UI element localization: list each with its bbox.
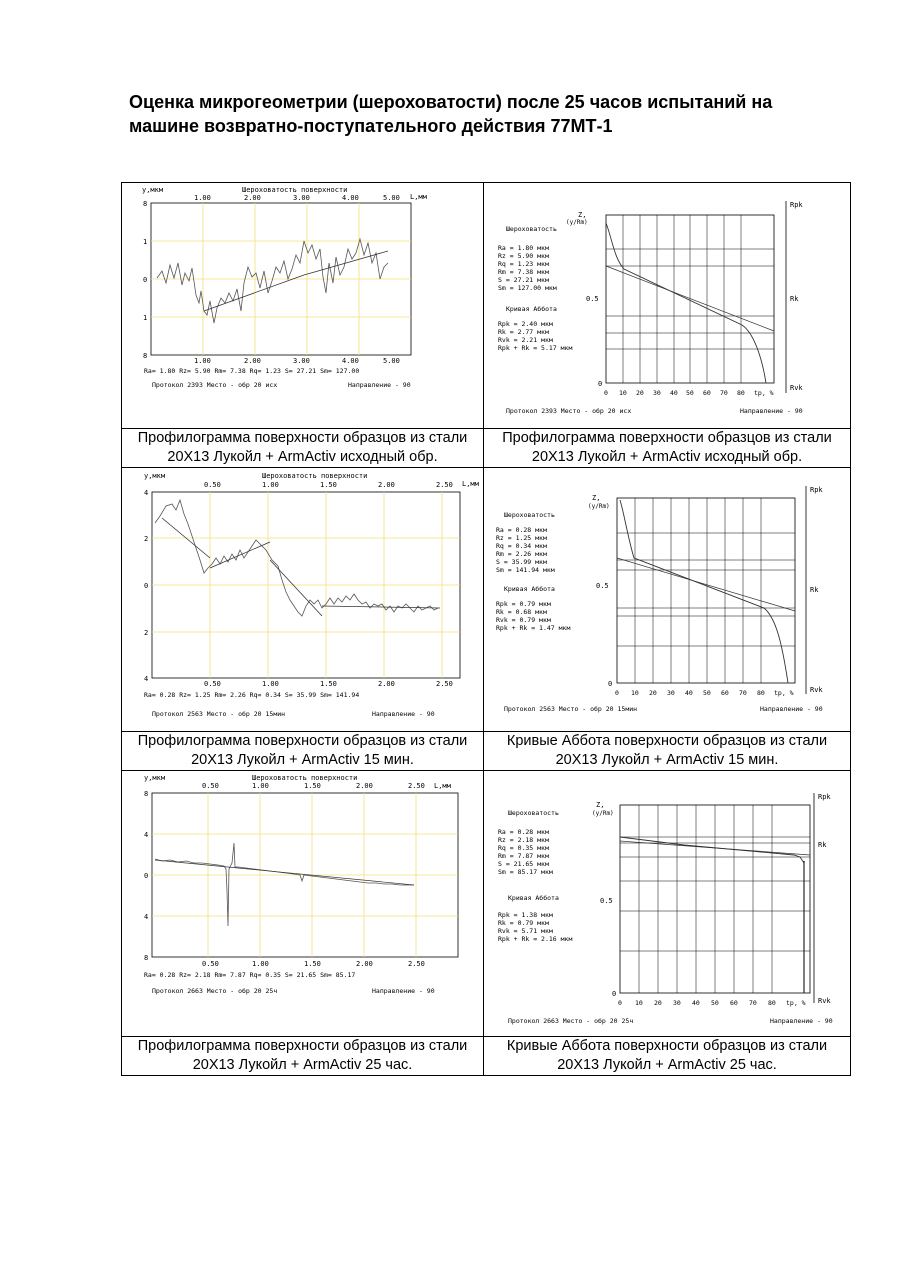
direction: Направление - 90 [372,710,435,718]
caption-line: Профилограмма поверхности образцов из стали [137,1038,468,1054]
tick: 30 [667,689,675,697]
param: Rm = 7.87 мкм [498,852,549,860]
param: Rvk = 0.79 мкм [496,616,551,624]
tick: 2.00 [244,357,261,365]
tick: 2.00 [244,194,261,202]
rpk-label: Rpk [810,486,823,494]
section-roughness: Шероховатость [506,225,557,233]
tick: 2.00 [356,782,373,790]
tick: 30 [653,389,661,397]
caption-line: Кривые Аббота поверхности образцов из стали [506,733,828,749]
param: Rpk + Rk = 1.47 мкм [496,624,571,632]
tick: 10 [619,389,627,397]
tick: 0.50 [204,680,221,688]
caption-line: 20Х13 Лукойл + ArmActiv 15 мин. [555,752,779,768]
results-table [121,182,851,1076]
tick: 1.50 [320,481,337,489]
abbott-curve [606,223,766,383]
zero-label: 0 [612,990,617,998]
param: Rz = 5.90 мкм [498,252,549,260]
y-unit: y,мкм [144,472,166,480]
tick: 0.50 [202,960,219,968]
tick: 20 [636,389,644,397]
param: Rpk = 1.38 мкм [498,911,553,919]
abbott-curve [620,837,804,993]
zero-label: 0 [598,380,603,388]
rpk-label: Rpk [818,793,831,801]
abbott-grid [620,805,810,993]
tick: 60 [721,689,729,697]
caption-line: 20Х13 Лукойл + ArmActiv исходный обр. [531,449,803,465]
param: Sm = 85.17 мкм [498,868,553,876]
profile-trace [155,843,414,926]
mean-line [322,606,440,608]
mid-label: 0.5 [586,295,599,303]
direction: Направление - 90 [740,407,803,415]
tick: 4 [144,489,149,497]
abbott-grid [606,215,774,383]
tick: 5.00 [383,357,400,365]
tick: 3.00 [293,194,310,202]
tick: 20 [654,999,662,1007]
tick: 2.00 [378,680,395,688]
mean-line [155,860,414,885]
profilogram-cell-3 [122,771,484,1037]
tick: 50 [703,689,711,697]
tick: 4.00 [342,194,359,202]
param: Rm = 2.26 мкм [496,550,547,558]
y-ticks [144,790,148,962]
tick: 1.00 [252,960,269,968]
tick: tp, % [774,689,794,697]
tick: 0 [144,582,149,590]
top-ticks [194,194,400,202]
y-ticks [144,489,148,683]
protocol: Протокол 2563 Место - обр 20 15мин [152,710,286,718]
profile-trace [157,239,388,323]
x-ticks [618,999,806,1007]
mid-label: 0.5 [600,897,613,905]
stats-line: Ra= 0.28 Rz= 2.18 Rm= 7.87 Rq= 0.35 S= 21.65 Sm= 85.17 [144,971,356,979]
rk-line [617,558,795,611]
z-unit: (y/Rm) [592,810,614,817]
tick: 4 [144,675,149,683]
caption-line: Профилограмма поверхности образцов из стали [137,430,468,446]
tick: 2 [144,535,149,543]
tick: 1.50 [320,680,337,688]
section-abbott: Кривая Аббота [508,894,559,902]
bottom-ticks [202,960,425,968]
tick: 1.50 [304,960,321,968]
zero-label: 0 [608,680,613,688]
tick: 5.00 [383,194,400,202]
profilogram-chart-3 [122,771,484,1031]
param: Rpk = 2.40 мкм [498,320,553,328]
tick: 40 [692,999,700,1007]
tick: 0 [615,689,619,697]
stats-line: Ra= 0.28 Rz= 1.25 Rm= 2.26 Rq= 0.34 S= 35.99 Sm= 141.94 [144,691,360,699]
tick: 8 [144,790,149,798]
profilogram-cell-2 [122,468,484,732]
tick: 40 [685,689,693,697]
abbott-params [498,320,572,352]
bottom-ticks [194,357,400,365]
param: Rq = 1.23 мкм [498,260,549,268]
tick: 10 [631,689,639,697]
caption-left-3 [122,1037,484,1076]
abbott-chart-1 [484,183,851,423]
title-line-1: Оценка микрогеометрии (шероховатости) после 25 часов испытаний на [129,92,773,112]
param: Rk = 0.68 мкм [496,608,547,616]
tick: 1.00 [252,782,269,790]
tick: 8 [144,954,149,962]
x-unit: L,мм [462,480,479,488]
abbott-cell-2 [484,468,851,732]
roughness-params [498,244,557,292]
direction: Направление - 90 [770,1017,833,1025]
tick: 0 [604,389,608,397]
abbott-curve [620,500,788,683]
roughness-params [496,526,555,574]
param: S = 35.99 мкм [496,558,547,566]
protocol: Протокол 2393 Место - обр 20 исх [152,381,278,389]
param: Sm = 141.94 мкм [496,566,555,574]
param: Rm = 7.38 мкм [498,268,549,276]
abbott-cell-3 [484,771,851,1037]
tick: 0.50 [204,481,221,489]
tick: 8 [143,352,148,360]
tick: 2.00 [378,481,395,489]
y-ticks [143,200,147,360]
profile-trace [155,500,438,616]
tick: 60 [730,999,738,1007]
param: Rvk = 5.71 мкм [498,927,553,935]
z-label: Z, [596,801,605,809]
caption-line: 20Х13 Лукойл + ArmActiv 15 мин. [191,752,414,768]
grid [151,203,411,355]
protocol: Протокол 2393 Место - обр 20 исх [506,407,632,415]
tick: 40 [670,389,678,397]
tick: 4.00 [342,357,359,365]
tick: 0 [144,872,149,880]
section-roughness: Шероховатость [504,511,555,519]
caption-left-1 [122,429,484,468]
caption-line: 20Х13 Лукойл + ArmActiv 25 час. [192,1057,413,1073]
grid [152,492,460,678]
param: Ra = 0.28 мкм [496,526,547,534]
tick: 1 [143,238,148,246]
tick: 3.00 [293,357,310,365]
rvk-label: Rvk [810,686,823,694]
tick: 4 [144,831,149,839]
mean-line [304,251,388,275]
x-ticks [604,389,774,397]
section-abbott: Кривая Аббота [504,585,555,593]
tick: 1.00 [194,194,211,202]
z-unit: (y/Rm) [588,503,610,510]
chart-title: Шероховатость поверхности [252,774,358,782]
caption-line: 20Х13 Лукойл + ArmActiv исходный обр. [167,449,438,465]
abbott-cell-1 [484,183,851,429]
tick: 8 [143,200,148,208]
caption-right-1 [484,429,851,468]
tick: 0.50 [202,782,219,790]
caption-line: 20Х13 Лукойл + ArmActiv 25 час. [557,1057,777,1073]
direction: Направление - 90 [348,381,411,389]
direction: Направление - 90 [760,705,823,713]
profilogram-chart-2 [122,468,484,726]
caption-line: Кривые Аббота поверхности образцов из стали [506,1038,828,1054]
x-unit: L,мм [410,193,427,201]
tick: tp, % [786,999,806,1007]
mean-line [210,542,270,568]
y-unit: y,мкм [142,186,164,194]
tick: 10 [635,999,643,1007]
profilogram-chart-1 [122,183,484,423]
tick: 80 [768,999,776,1007]
tick: 1.50 [304,782,321,790]
tick: 50 [711,999,719,1007]
title-line-2: машине возвратно-поступательного действия 77МТ-1 [129,116,613,136]
profilogram-cell-1 [122,183,484,429]
section-roughness: Шероховатость [508,809,559,817]
tick: 2 [144,629,149,637]
tick: 30 [673,999,681,1007]
param: S = 21.65 мкм [498,860,549,868]
param: Rq = 0.35 мкм [498,844,549,852]
caption-line: Профилограмма поверхности образцов из стали [137,733,468,749]
param: Rz = 2.18 мкм [498,836,549,844]
z-unit: (y/Rm) [566,219,588,226]
tick: tp, % [754,389,774,397]
param: Ra = 1.80 мкм [498,244,549,252]
tick: 2.50 [436,481,453,489]
tick: 60 [703,389,711,397]
chart-title: Шероховатость поверхности [242,186,348,194]
param: Sm = 127.00 мкм [498,284,557,292]
tick: 2.50 [408,960,425,968]
tick: 80 [737,389,745,397]
y-unit: y,мкм [144,774,166,782]
tick: 2.00 [356,960,373,968]
param: Rpk = 0.79 мкм [496,600,551,608]
tick: 1.00 [262,680,279,688]
top-ticks [202,782,425,790]
tick: 0 [143,276,148,284]
abbott-params [496,600,570,632]
param: Rz = 1.25 мкм [496,534,547,542]
rk-label: Rk [790,295,799,303]
tick: 4 [144,913,149,921]
caption-line: Профилограмма поверхности образцов из стали [502,430,832,446]
x-ticks [615,689,794,697]
rpk-label: Rpk [790,201,803,209]
tick: 70 [739,689,747,697]
abbott-params [498,911,572,943]
page-title [129,90,829,138]
tick: 70 [720,389,728,397]
param: Rk = 2.77 мкм [498,328,549,336]
rvk-label: Rvk [818,997,831,1005]
tick: 1.00 [194,357,211,365]
protocol: Протокол 2563 Место - обр 20 15мин [504,705,638,713]
chart-title: Шероховатость поверхности [262,472,368,480]
abbott-chart-3 [484,771,851,1031]
mean-line [270,560,322,616]
tick: 50 [686,389,694,397]
rvk-label: Rvk [790,384,803,392]
z-label: Z, [578,211,587,219]
caption-right-2 [484,732,851,771]
param: Ra = 0.28 мкм [498,828,549,836]
mean-line [204,275,304,311]
tick: 0 [618,999,622,1007]
protocol: Протокол 2663 Место - обр 20 25ч [508,1017,634,1025]
tick: 80 [757,689,765,697]
param: Rk = 0.79 мкм [498,919,549,927]
param: S = 27.21 мкм [498,276,549,284]
tick: 1.00 [262,481,279,489]
rk-label: Rk [818,841,827,849]
mid-label: 0.5 [596,582,609,590]
param: Rpk + Rk = 5.17 мкм [498,344,573,352]
tick: 2.50 [436,680,453,688]
abbott-grid [617,498,795,683]
abbott-chart-2 [484,468,851,726]
z-label: Z, [592,494,601,502]
x-unit: L,мм [434,782,451,790]
protocol: Протокол 2663 Место - обр 20 25ч [152,987,278,995]
param: Rvk = 2.21 мкм [498,336,553,344]
stats-line: Ra= 1.80 Rz= 5.90 Rm= 7.38 Rq= 1.23 S= 27.21 Sm= 127.00 [144,367,360,375]
tick: 70 [749,999,757,1007]
caption-right-3 [484,1037,851,1076]
param: Rpk + Rk = 2.16 мкм [498,935,573,943]
section-abbott: Кривая Аббота [506,305,557,313]
tick: 1 [143,314,148,322]
param: Rq = 0.34 мкм [496,542,547,550]
tick: 20 [649,689,657,697]
roughness-params [498,828,553,876]
top-ticks [204,481,453,489]
rk-label: Rk [810,586,819,594]
tick: 2.50 [408,782,425,790]
direction: Направление - 90 [372,987,435,995]
caption-left-2 [122,732,484,771]
bottom-ticks [204,680,453,688]
